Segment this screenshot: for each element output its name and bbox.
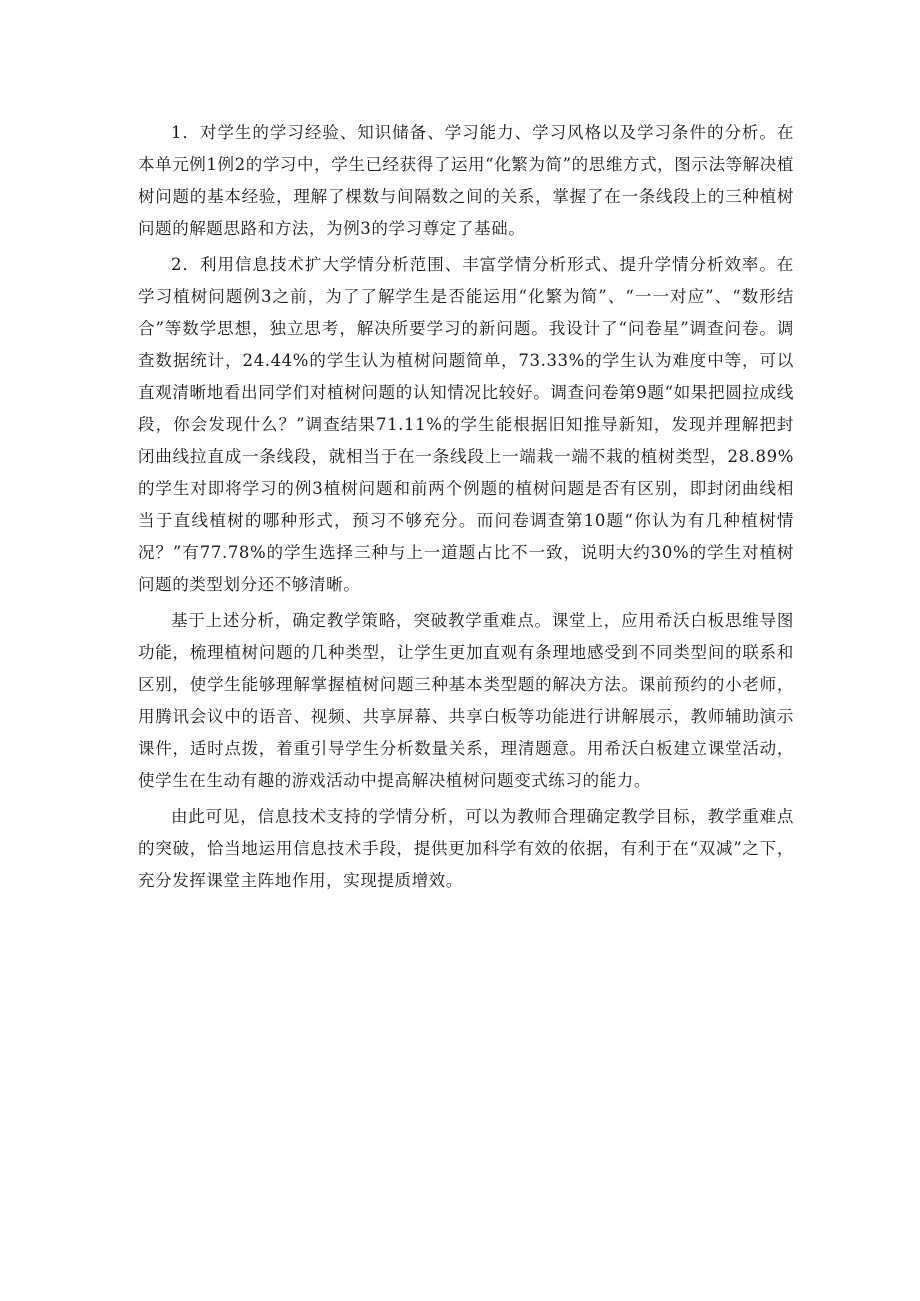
paragraph-1: 1．对学生的学习经验、知识储备、学习能力、学习风格以及学习条件的分析。在本单元例1例2的学习中，学生已经获得了运用“化繁为简”的思维方式，图示法等解决植树问题的基本经验，理解了棵数与间隔数之间的关系，掌握了在一条线段上的三种植树问题的解题思路和方法，为例3的学习尊定了基础。: [138, 123, 794, 238]
document-body: [138, 117, 794, 901]
paragraph-4: 由此可见，信息技术支持的学情分析，可以为教师合理确定教学目标，教学重难点的突破，恰当地运用信息技术手段，提供更加科学有效的依据，有利于在“双减”之下，充分发挥课堂主阵地作用，实现提质增效。: [138, 807, 794, 890]
paragraph-2: 2．利用信息技术扩大学情分析范围、丰富学情分析形式、提升学情分析效率。在学习植树问题例3之前，为了了解学生是否能运用“化繁为简”、“一一对应”、“数形结合”等数学思想，独立思考，解决所要学习的新问题。我设计了“问卷星”调查问卷。调查数据统计，24.44%的学生认为植树问题简单，73.33%的学生认为难度中等，可以直观清晰地看出同学们对植树问题的认知情况比较好。调查问卷第9题“如果把圆拉成线段，你会发现什么？”调查结果71.11%的学生能根据旧知推导新知，发现并理解把封闭曲线拉直成一条线段，就相当于在一条线段上一端栽一端不栽的植树类型，28.89%的学生对即将学习的例3植树问题和前两个例题的植树问题是否有区别，即封闭曲线相当于直线植树的哪种形式，预习不够充分。而问卷调查第10题“你认为有几种植树情况？”有77.78%的学生选择三种与上一道题占比不一致，说明大约30%的学生对植树问题的类型划分还不够清晰。: [138, 255, 794, 594]
paragraph-3: 基于上述分析，确定教学策略，突破教学重难点。课堂上，应用希沃白板思维导图功能，梳理植树问题的几种类型，让学生更加直观有条理地感受到不同类型间的联系和区别，使学生能够理解掌握植树问题三种基本类型题的解决方法。课前预约的小老师，用腾讯会议中的语音、视频、共享屏幕、共享白板等功能进行讲解展示，教师辅助演示课件，适时点拨，着重引导学生分析数量关系，理清题意。用希沃白板建立课堂活动，使学生在生动有趣的游戏活动中提高解决植树问题变式练习的能力。: [138, 611, 794, 790]
